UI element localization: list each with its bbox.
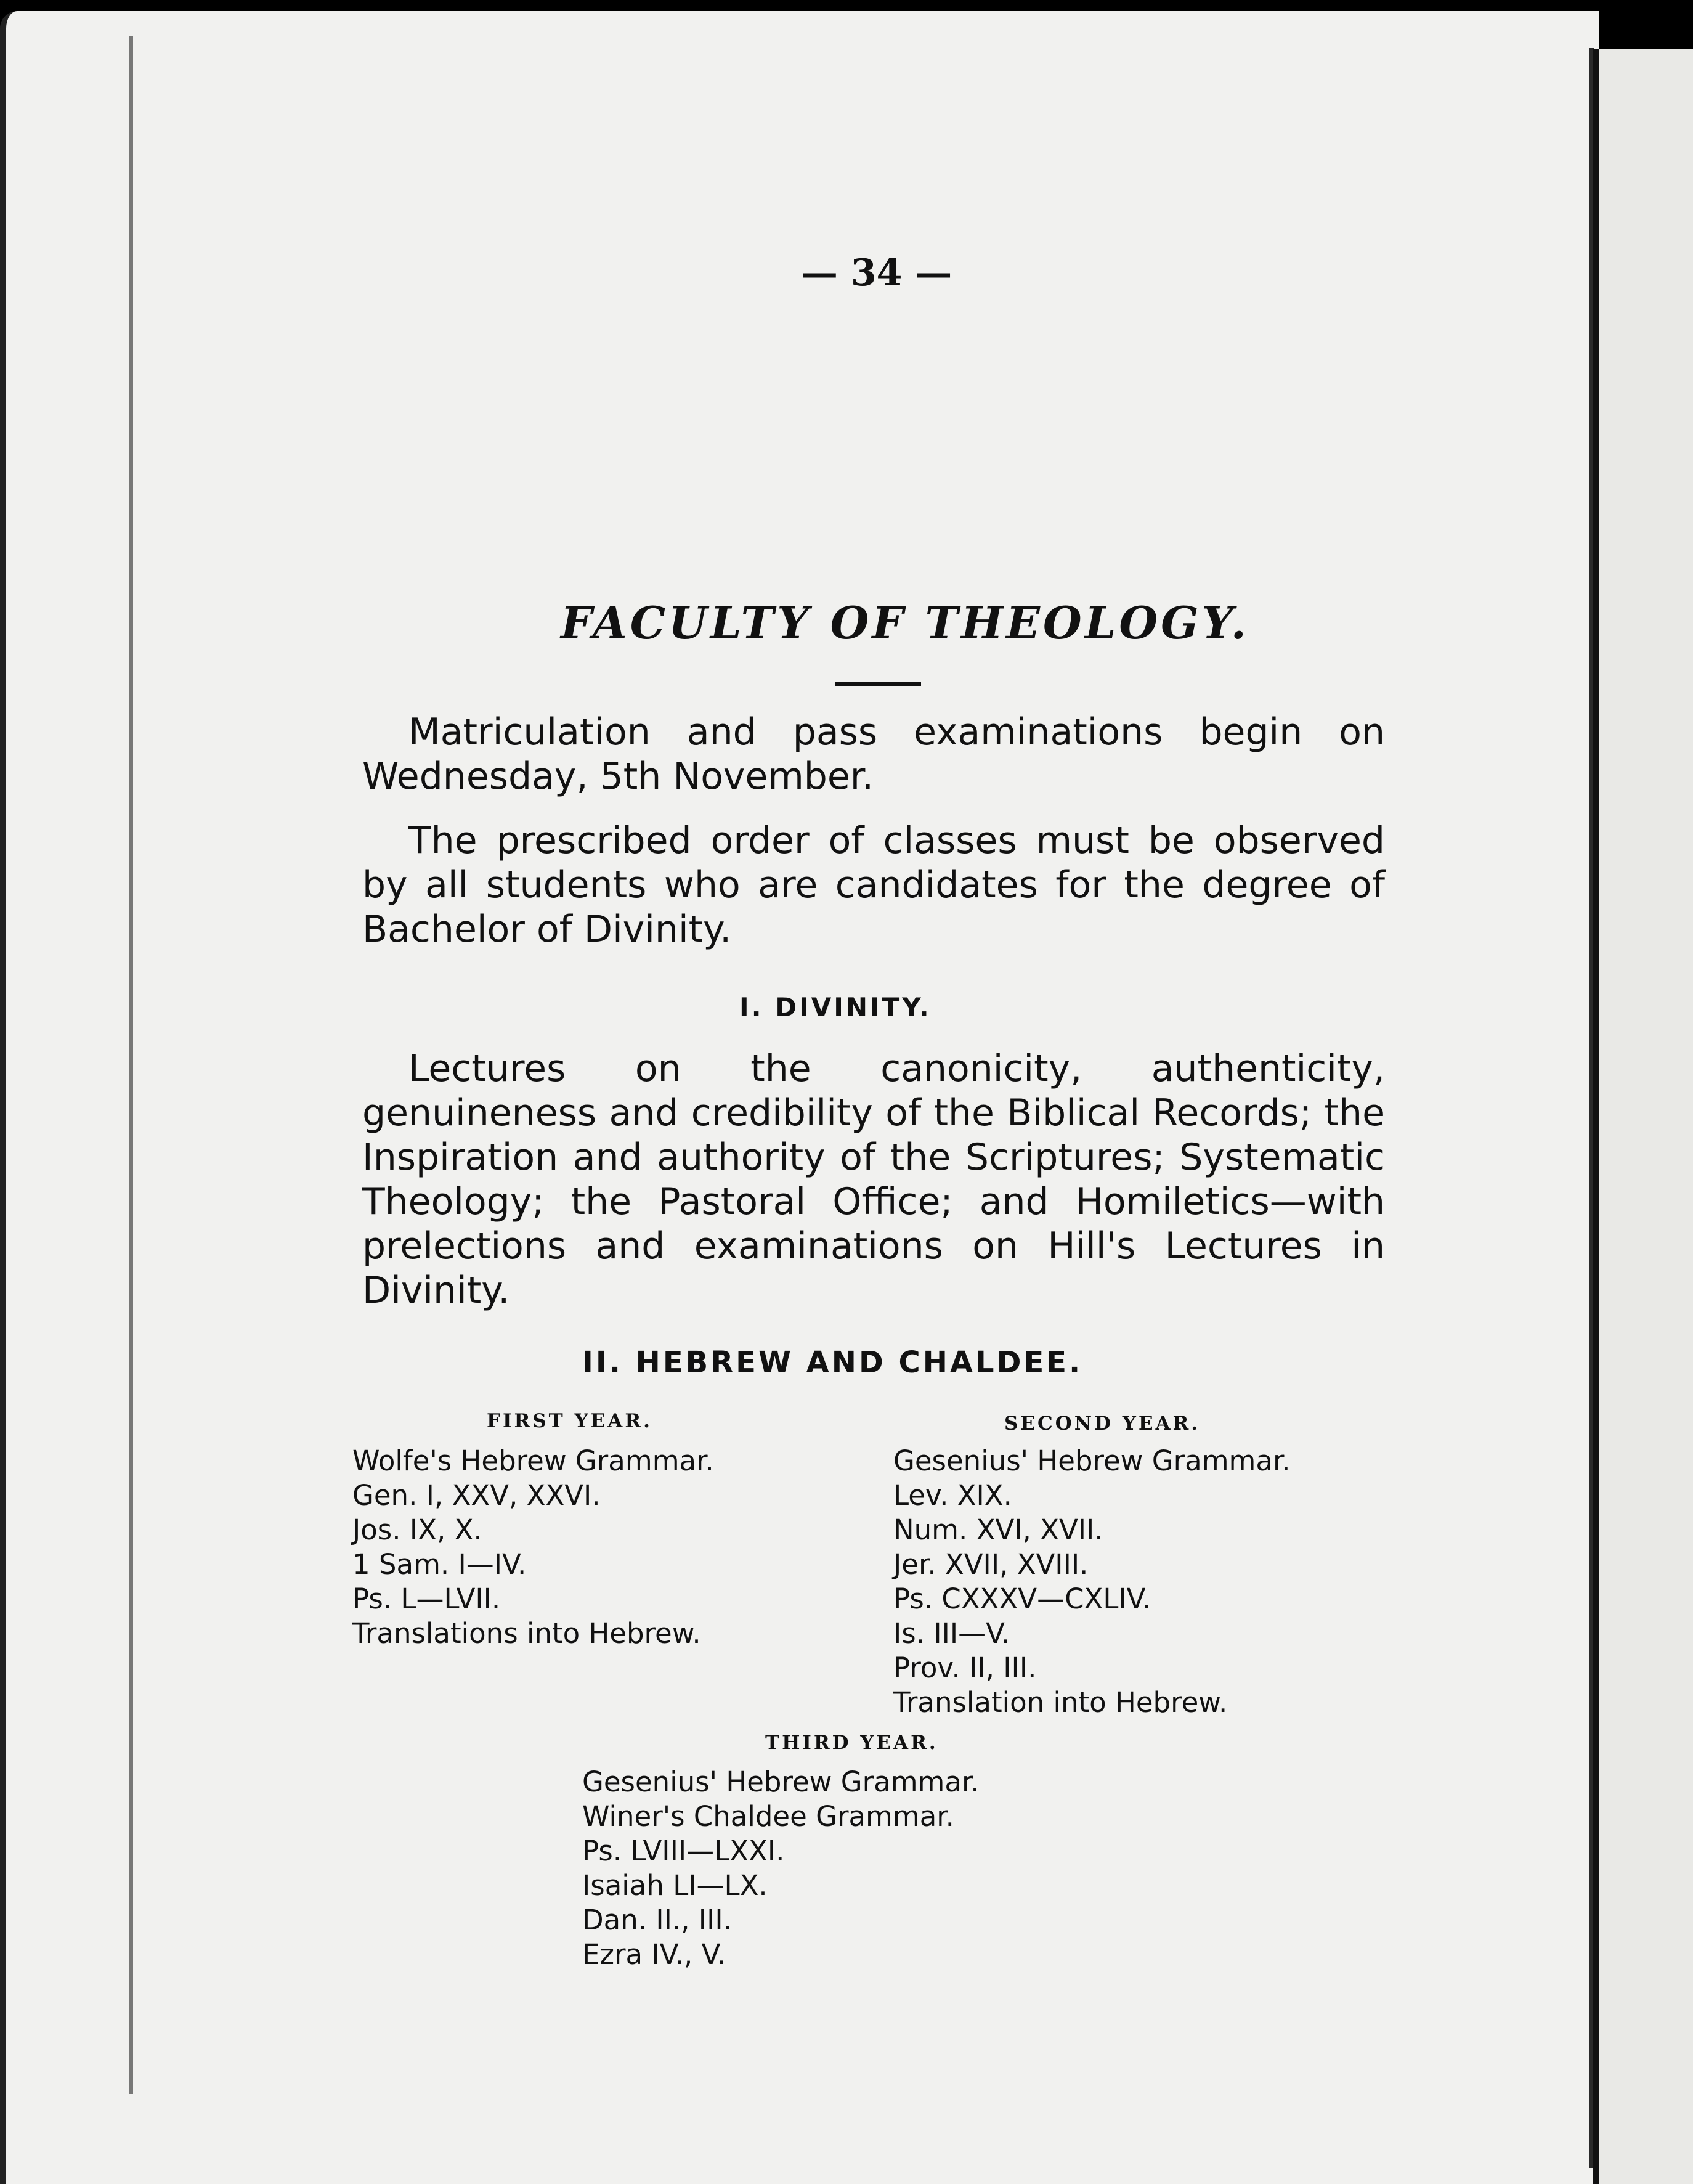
paragraph-prescribed-order: The prescribed order of classes must be observed by all students who are candidates for the degree of Bachelor of Divinity. bbox=[362, 819, 1385, 951]
list-item: Ezra IV., V. bbox=[582, 1938, 726, 1971]
title-divider bbox=[835, 682, 921, 686]
second-year-list bbox=[893, 1444, 1291, 1720]
list-item: Wolfe's Hebrew Grammar. bbox=[352, 1444, 714, 1477]
book-page bbox=[0, 11, 1599, 2184]
section-divinity-text: Lectures on the canonicity, authenticity, genuineness and credibility of the Biblical Records; the Inspiration and authority of the Scriptures; Systematic Theology; the Pastoral Office; and Homiletics—with prelections and examinations on Hill's Lectures in Divinity. bbox=[362, 1047, 1385, 1312]
page-title: FACULTY OF THEOLOGY. bbox=[561, 597, 1249, 649]
list-item: Dan. II., III. bbox=[582, 1904, 732, 1936]
list-item: Prov. II, III. bbox=[893, 1652, 1037, 1684]
adjacent-page-strip bbox=[1599, 49, 1693, 2184]
list-item: Jos. IX, X. bbox=[352, 1514, 482, 1546]
list-item: Isaiah LI—LX. bbox=[582, 1869, 768, 1902]
first-year-heading: FIRST YEAR. bbox=[487, 1410, 652, 1432]
first-year-list bbox=[352, 1444, 714, 1651]
list-item: Translations into Hebrew. bbox=[352, 1617, 701, 1650]
page-left-rule bbox=[129, 36, 133, 2094]
page-number: — 34 — bbox=[801, 251, 952, 295]
list-item: 1 Sam. I—IV. bbox=[352, 1548, 527, 1581]
section-divinity-heading: I. DIVINITY. bbox=[739, 992, 932, 1022]
third-year-list bbox=[582, 1765, 980, 1972]
second-year-heading: SECOND YEAR. bbox=[1004, 1412, 1201, 1435]
list-item: Gen. I, XXV, XXVI. bbox=[352, 1479, 601, 1512]
list-item: Gesenius' Hebrew Grammar. bbox=[582, 1766, 980, 1798]
list-item: Is. III—V. bbox=[893, 1617, 1010, 1650]
list-item: Ps. L—LVII. bbox=[352, 1583, 501, 1615]
list-item: Winer's Chaldee Grammar. bbox=[582, 1800, 954, 1833]
list-item: Lev. XIX. bbox=[893, 1479, 1012, 1512]
list-item: Ps. LVIII—LXXI. bbox=[582, 1835, 785, 1867]
list-item: Jer. XVII, XVIII. bbox=[893, 1548, 1089, 1581]
list-item: Num. XVI, XVII. bbox=[893, 1514, 1103, 1546]
section-hebrew-heading: II. HEBREW AND CHALDEE. bbox=[582, 1345, 1083, 1380]
paragraph-matriculation: Matriculation and pass examinations begin on Wednesday, 5th November. bbox=[362, 711, 1385, 798]
list-item: Translation into Hebrew. bbox=[893, 1686, 1228, 1719]
list-item: Gesenius' Hebrew Grammar. bbox=[893, 1444, 1291, 1477]
list-item: Ps. CXXXV—CXLIV. bbox=[893, 1583, 1151, 1615]
third-year-heading: THIRD YEAR. bbox=[765, 1732, 938, 1754]
